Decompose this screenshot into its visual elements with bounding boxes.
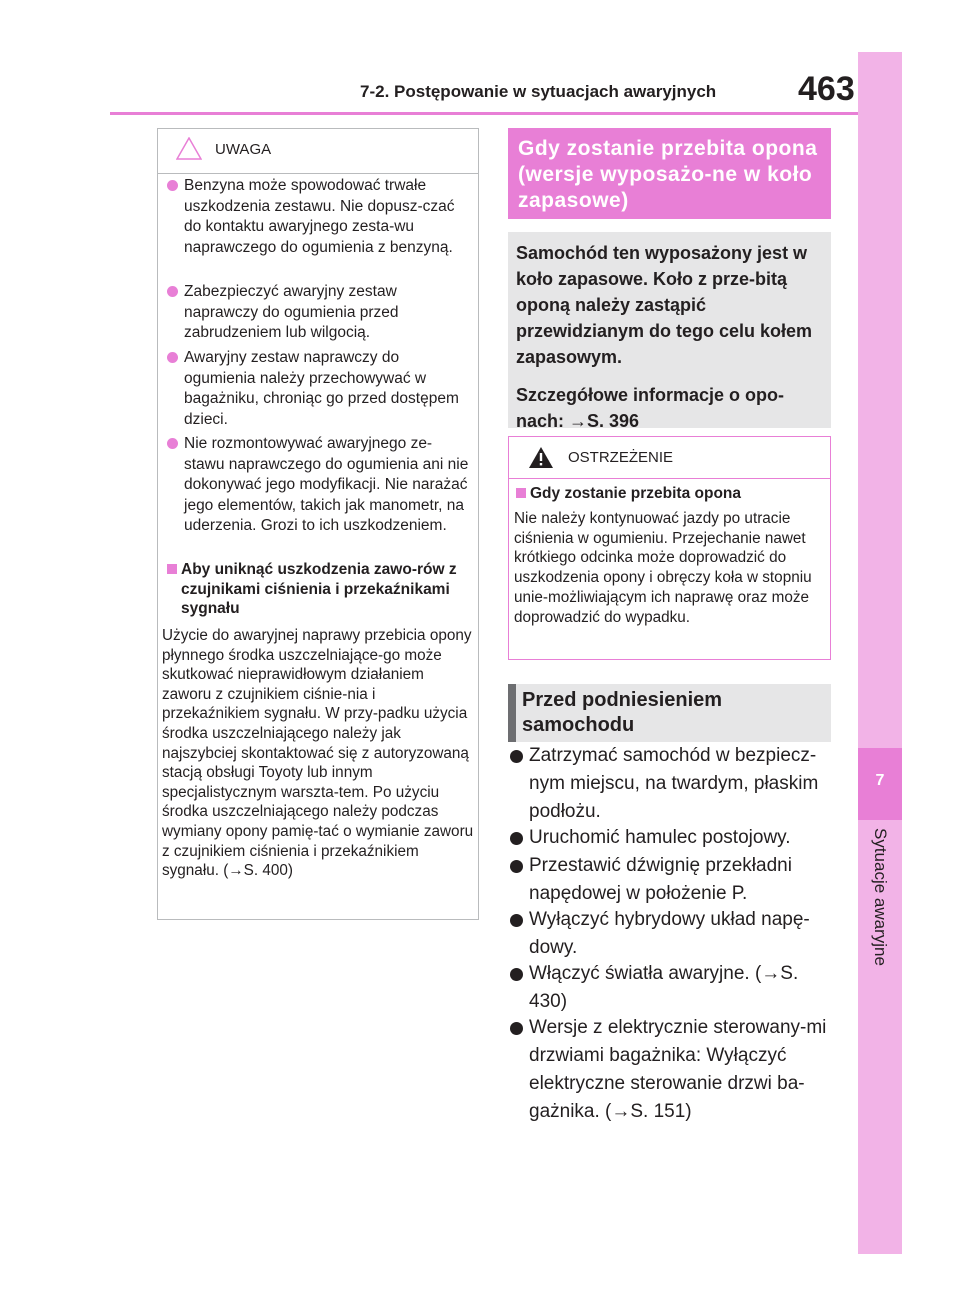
step-item [510,1014,830,1126]
warning-title: OSTRZEŻENIE [568,449,674,466]
bullet-dot-icon [510,750,523,763]
warning-subheading: Gdy zostanie przebita opona [516,485,741,503]
chapter-label-wrap [858,820,902,1120]
square-bullet-icon [167,564,177,574]
step-text: Wersje z elektrycznie sterowany-mi drzwiami bagażnika: Wyłączyć elektryczne sterowanie drzwi ba-gażnika. (→S. 151) [529,1017,827,1122]
page-number: 463 [798,70,855,108]
chapter-label: Sytuacje awaryjne [871,828,890,966]
bullet-dot-icon [510,914,523,927]
info-reference: Szczegółowe informacje o opo-nach: →S. 396 [516,385,785,431]
step-text: Przestawić dźwignię przekładni napędowej w położenie P. [529,855,792,904]
caution-bullet-text: Nie rozmontowywać awaryjnego ze-stawu naprawczego do ogumienia ani nie dokonywać jego modyfikacji. Nie narażać jego elementów, takich jak manometr, na uderzenia. Grozi to ich uszkodzeniem. [184,435,469,534]
caution-title: UWAGA [215,141,272,158]
step-text: Uruchomić hamulec postojowy. [529,827,791,848]
caution-header [158,129,478,174]
step-item [510,742,830,826]
caution-bullet [167,434,472,537]
bullet-dot-icon [167,352,178,363]
header-divider [110,112,858,115]
caution-bullet-text: Awaryjny zestaw naprawczy do ogumienia należy przechowywać w bagażniku, chroniąc go przed dostępem dzieci. [184,349,459,428]
warning-triangle-icon [528,446,554,469]
section-heading: Gdy zostanie przebita opona (wersje wyposażo-ne w koło zapasowe) [518,137,818,212]
caution-bullet [167,282,472,344]
step-item [510,906,830,962]
info-text [516,240,822,446]
caution-bullet [167,176,472,258]
info-paragraph: Samochód ten wyposażony jest w koło zapasowe. Koło z prze-bitą oponą należy zastąpić przewidzianym do tego celu kołem zapasowym. [516,243,813,367]
bullet-dot-icon [510,968,523,981]
step-item [510,960,830,1016]
chapter-number: 7 [875,772,885,789]
warning-body: Nie należy kontynuować jazdy po utracie ciśnienia w ogumieniu. Przejechanie nawet krótkiego odcinka może doprowadzić do uszkodzenia opony i obręczy koła w stopniu unie-możliwiającym ich naprawę oraz może doprowadzić do wypadku. [514,510,812,626]
bullet-dot-icon [510,1022,523,1035]
step-text: Zatrzymać samochód w bezpiecz-nym miejscu, na twardym, płaskim podłożu. [529,745,819,822]
caution-paragraph: Użycie do awaryjnej naprawy przebicia opony płynnego środka uszczelniające-go może skutkować nieprawidłowym działaniem zaworu z czujnikiem ciśnie-nia i przekaźnikiem sygnału. W przy-padku użycia środka uszczelniającego należy jak najszybciej skontaktować się z autoryzowaną stacją obsługi Toyoty lub innym specjalistycznym warszta-tem. Po użyciu środka uszczelniającego należy podczas wymiany opony pamię-tać o wymianie zaworu z czujnikiem ciśnienia i przekaźnikiem sygnału. (→S. 400) [162,627,474,880]
step-item [510,824,830,852]
step-text: Włączyć światła awaryjne. (→S. 430) [529,963,799,1012]
step-item [510,852,830,908]
bullet-dot-icon [167,438,178,449]
bullet-dot-icon [167,286,178,297]
caution-bullet-text: Benzyna może spowodować trwałe uszkodzenia zestawu. Nie dopusz-czać do kontaktu awaryjnego zesta-wu naprawczego do ogumienia z benzyną. [184,177,455,256]
section-title: 7-2. Postępowanie w sytuacjach awaryjnych [360,82,717,101]
caution-bullet [167,348,472,430]
subsection-heading: Przed podniesieniem samochodu [522,689,723,736]
caution-subheading: Aby uniknąć uszkodzenia zawo-rów z czujnikami ciśnienia i przekaźnikami sygnału [167,560,486,619]
bullet-dot-icon [510,832,523,845]
heading-accent-bar [508,684,516,742]
bullet-dot-icon [510,860,523,873]
bullet-dot-icon [167,180,178,191]
square-bullet-icon [516,488,526,498]
caution-bullet-text: Zabezpieczyć awaryjny zestaw naprawczy do ogumienia przed zabrudzeniem lub wilgocią. [184,283,399,341]
step-text: Wyłączyć hybrydowy układ napę-dowy. [529,909,810,958]
caution-triangle-icon [176,137,202,160]
